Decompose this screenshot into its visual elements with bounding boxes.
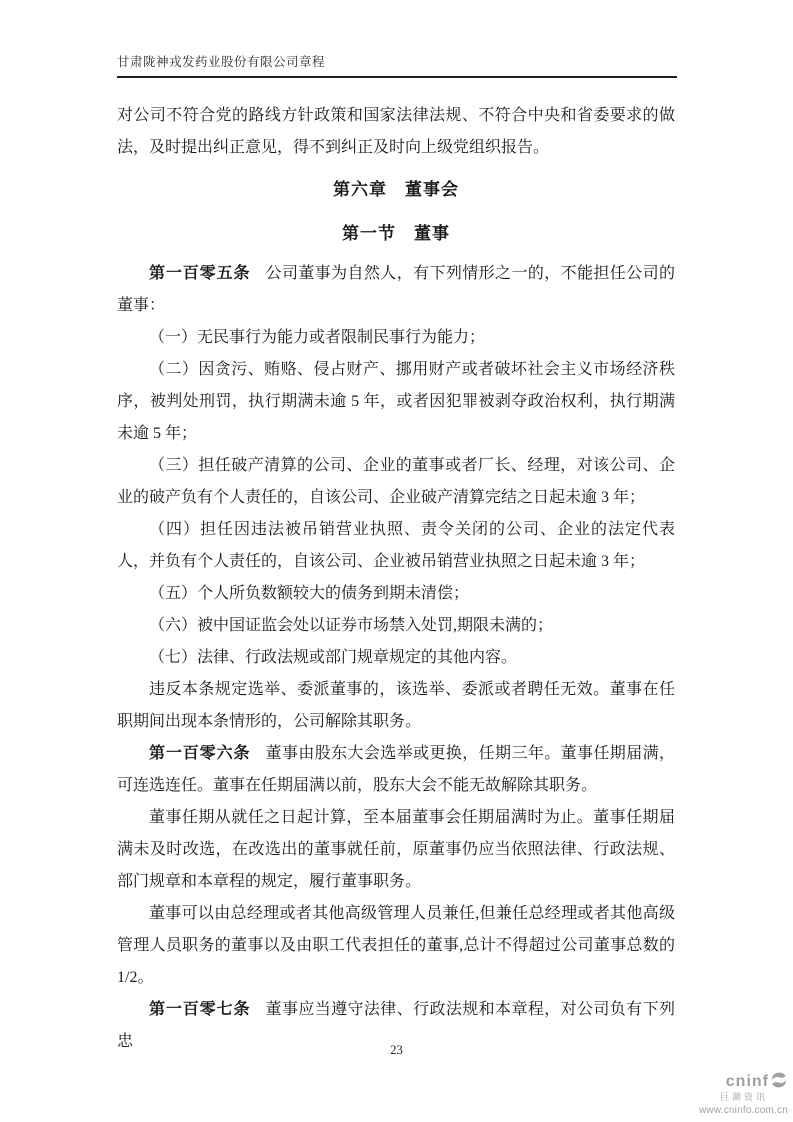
cninfo-url-text: www.cninfo.com.cn: [699, 1105, 788, 1116]
paragraph: 董事任期从就任之日起计算，至本届董事会任期届满时为止。董事任期届满未及时改选，在改选出的董事就任前，原董事仍应当依照法律、行政法规、部门规章和本章程的规定，履行董事职务。: [117, 809, 675, 890]
page-number: 23: [390, 1043, 403, 1057]
section-heading: 第一节 董事: [342, 224, 450, 243]
header-title: 甘肃陇神戎发药业股份有限公司章程: [117, 55, 326, 69]
running-header: [117, 52, 677, 78]
paragraph: 违反本条规定选举、委派董事的，该选举、委派或者聘任无效。董事在任职期间出现本条情形的，公司解除其职务。: [117, 681, 675, 730]
cninfo-brand-text: cninf: [725, 1073, 769, 1091]
cninfo-watermark: [699, 1071, 788, 1116]
chapter-heading: 第六章 董事会: [333, 180, 459, 199]
article-paragraph: 第一百零六条 董事由股东大会选举或更换，任期三年。董事任期届满，可连选连任。董事在任期届满以前，股东大会不能无故解除其职务。: [117, 745, 675, 794]
cninfo-swirl-icon: [770, 1071, 788, 1094]
paragraph: （四）担任因违法被吊销营业执照、责令关闭的公司、企业的法定代表人，并负有个人责任的，自该公司、企业被吊销营业执照之日起未逾 3 年；: [117, 521, 675, 570]
paragraph: 董事可以由总经理或者其他高级管理人员兼任,但兼任总经理或者其他高级管理人员职务的董事以及由职工代表担任的董事,总计不得超过公司董事总数的1/2。: [117, 905, 675, 986]
paragraph: （六）被中国证监会处以证券市场禁入处罚,期限未满的；: [149, 617, 554, 634]
article-number: 第一百零七条: [149, 1001, 251, 1018]
article-number: 第一百零五条: [149, 265, 251, 282]
paragraph: （三）担任破产清算的公司、企业的董事或者厂长、经理，对该公司、企业的破产负有个人责任的，自该公司、企业破产清算完结之日起未逾 3 年；: [117, 457, 675, 506]
cninfo-chinese-name: 巨潮资讯: [719, 1092, 768, 1103]
cninfo-brand-row: [699, 1071, 788, 1094]
article-paragraph: 第一百零五条 公司董事为自然人，有下列情形之一的，不能担任公司的董事：: [117, 265, 675, 314]
paragraph: 对公司不符合党的路线方针政策和国家法律法规、不符合中央和省委要求的做法，及时提出纠正意见，得不到纠正及时向上级党组织报告。: [117, 107, 675, 156]
paragraph: （五）个人所负数额较大的债务到期未清偿；: [149, 585, 470, 602]
article-number: 第一百零六条: [149, 745, 251, 762]
paragraph: （二）因贪污、贿赂、侵占财产、挪用财产或者破坏社会主义市场经济秩序，被判处刑罚，执行期满未逾 5 年，或者因犯罪被剥夺政治权利，执行期满未逾 5 年；: [117, 361, 675, 442]
paragraph: （七）法律、行政法规或部门规章规定的其他内容。: [149, 649, 518, 666]
article-paragraph: 第一百零七条 董事应当遵守法律、行政法规和本章程，对公司负有下列忠: [117, 1001, 675, 1050]
document-body: [117, 100, 675, 1058]
paragraph: （一）无民事行为能力或者限制民事行为能力；: [149, 329, 486, 346]
